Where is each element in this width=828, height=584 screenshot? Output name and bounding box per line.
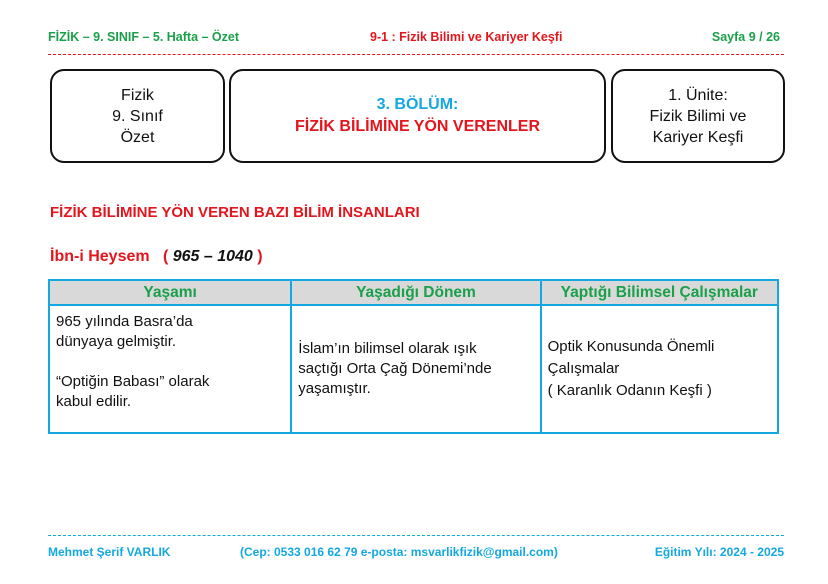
era-line: İslam’ın bilimsel olarak ışık bbox=[298, 340, 477, 357]
section-title: FİZİK BİLİMİNE YÖN VEREN BAZI BİLİM İNSANLARI bbox=[50, 204, 420, 221]
header-course: FİZİK – 9. SINIF – 5. Hafta – Özet bbox=[48, 30, 240, 44]
paren-open: ( bbox=[162, 248, 169, 265]
unit-box bbox=[611, 69, 785, 163]
cell-life bbox=[49, 305, 291, 433]
unit-number: 1. Ünite: bbox=[668, 86, 728, 104]
paren-close: ) bbox=[257, 248, 263, 265]
chapter-number: 3. BÖLÜM: bbox=[376, 96, 459, 113]
header-topic: 9-1 : Fizik Bilimi ve Kariyer Keşfi bbox=[370, 30, 563, 44]
footer-contact: (Cep: 0533 016 62 79 e-posta: msvarlikfizik@gmail.com) bbox=[240, 545, 558, 559]
life-line: 965 yılında Basra’da bbox=[56, 313, 193, 330]
scientist-years: 965 – 1040 bbox=[168, 248, 258, 265]
life-line: dünyaya gelmiştir. bbox=[56, 333, 177, 350]
chapter-title: FİZİK BİLİMİNE YÖN VERENLER bbox=[294, 118, 541, 135]
cell-works bbox=[541, 305, 778, 433]
scientist-heading bbox=[50, 248, 263, 266]
life-line: “Optiğin Babası” olarak bbox=[56, 373, 210, 390]
scientist-table bbox=[48, 279, 779, 434]
col-header-works: Yaptığı Bilimsel Çalışmalar bbox=[541, 280, 778, 305]
unit-title-line2: Kariyer Keşfi bbox=[652, 128, 744, 146]
col-header-life: Yaşamı bbox=[49, 280, 291, 305]
works-line: Çalışmalar bbox=[547, 360, 620, 377]
life-line: kabul edilir. bbox=[56, 393, 132, 410]
scientist-name: İbn-i Heysem bbox=[50, 248, 150, 265]
footer-divider bbox=[48, 535, 784, 536]
table-row bbox=[49, 305, 778, 433]
col-header-era: Yaşadığı Dönem bbox=[291, 280, 540, 305]
course-grade: 9. Sınıf bbox=[112, 107, 163, 125]
header-page-number: Sayfa 9 / 26 bbox=[711, 30, 780, 44]
page-header bbox=[48, 30, 780, 50]
works-line: Optik Konusunda Önemli bbox=[547, 338, 715, 355]
header-divider bbox=[48, 54, 784, 55]
table-header-row bbox=[49, 280, 778, 305]
course-subject: Fizik bbox=[121, 86, 154, 104]
footer-year: Eğitim Yılı: 2024 - 2025 bbox=[654, 545, 784, 559]
era-line: saçtığı Orta Çağ Dönemi’nde bbox=[298, 360, 492, 377]
footer-author: Mehmet Şerif VARLIK bbox=[48, 545, 171, 559]
chapter-box bbox=[229, 69, 606, 163]
era-line: yaşamıştır. bbox=[298, 380, 371, 397]
cell-era bbox=[291, 305, 540, 433]
course-box bbox=[50, 69, 225, 163]
works-line: ( Karanlık Odanın Keşfi ) bbox=[547, 382, 712, 399]
unit-title-line1: Fizik Bilimi ve bbox=[649, 107, 747, 125]
course-type: Özet bbox=[120, 128, 155, 146]
